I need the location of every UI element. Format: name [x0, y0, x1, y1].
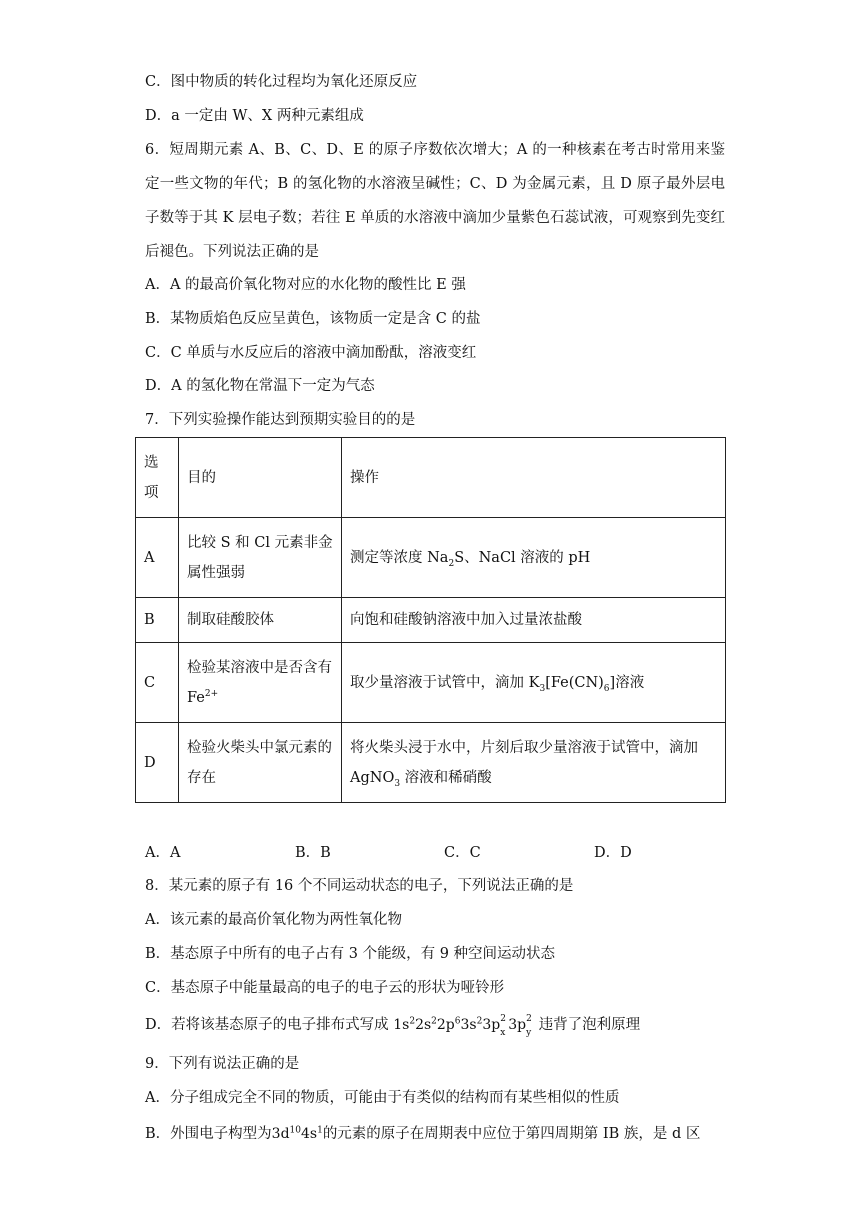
- q8-stem: 8．某元素的原子有 16 个不同运动状态的电子，下列说法正确的是: [145, 878, 574, 894]
- q9-option-a: A．分子组成完全不同的物质，可能由于有类似的结构而有某些相似的性质: [145, 1090, 620, 1106]
- row-operation: 取少量溶液于试管中，滴加 $K_3[Fe(CN)_6]$溶液: [342, 643, 726, 723]
- header-purpose: 目的: [179, 438, 342, 518]
- q7-answer-c: C．C: [444, 845, 481, 861]
- row-purpose: 比较 S 和 Cl 元素非金属性强弱: [179, 518, 342, 598]
- row-purpose: 制取硅酸胶体: [179, 598, 342, 643]
- table-row: [136, 723, 726, 803]
- q6-option-c: C．C 单质与水反应后的溶液中滴加酚酞，溶液变红: [145, 345, 477, 361]
- q8-option-d: D．若将该基态原子的电子排布式写成 $1s^22s^22p^63s^23p$ 2 x 3p 2 y 违背了泡利原理: [145, 1014, 641, 1038]
- q7-stem: 7．下列实验操作能达到预期实验目的的是: [145, 412, 416, 428]
- row-purpose: 检验某溶液中是否含有 $Fe^{2+}$: [179, 643, 342, 723]
- q7-answer-options: [145, 843, 745, 863]
- row-operation: 将火柴头浸于水中，片刻后取少量溶液于试管中，滴加 AgNO$_3$ 溶液和稀硝酸: [342, 723, 726, 803]
- row-option: D: [136, 723, 179, 803]
- q6-stem: 6．短周期元素 A、B、C、D、E 的原子序数依次增大；A 的一种核素在考古时常用来鉴定一些文物的年代；B 的氢化物的水溶液呈碱性；C、D 为金属元素，且 D 原子最外层电子数等于其 K 层电子数；若往 E 单质的水溶液中滴加少量紫色石蕊试液，可观察到先变红后褪色。下列说法正确的是: [145, 142, 725, 260]
- table-row: [136, 643, 726, 723]
- header-operation: 操作: [342, 438, 726, 518]
- row-purpose: 检验火柴头中氯元素的存在: [179, 723, 342, 803]
- q5-option-c: C．图中物质的转化过程均为氧化还原反应: [145, 74, 418, 90]
- q9-option-b: B．外围电子构型为$3d^{10}4s^1$的元素的原子在周期表中应位于第四周期第 IB 族，是 d 区: [145, 1125, 701, 1142]
- q8-option-a: A．该元素的最高价氧化物为两性氧化物: [145, 912, 402, 928]
- electron-configuration-formula: $1s^22s^22p^63s^23p$ 2 x 3p 2 y: [393, 1014, 532, 1038]
- q7-answer-a: A．A: [145, 845, 181, 861]
- q8-option-b: B．基态原子中所有的电子占有 3 个能级，有 9 种空间运动状态: [145, 946, 556, 962]
- q7-answer-d: D．D: [594, 845, 632, 861]
- q8-option-c: C．基态原子中能量最高的电子的电子云的形状为哑铃形: [145, 980, 505, 996]
- table-row: [136, 598, 726, 643]
- table-row: [136, 518, 726, 598]
- q6-option-d: D．A 的氢化物在常温下一定为气态: [145, 378, 375, 394]
- q9-stem: 9．下列有说法正确的是: [145, 1056, 300, 1072]
- row-option: C: [136, 643, 179, 723]
- experiment-table: [135, 437, 726, 803]
- q7-answer-b: B．B: [295, 845, 331, 861]
- row-operation: 向饱和硅酸钠溶液中加入过量浓盐酸: [342, 598, 726, 643]
- q6-option-b: B．某物质焰色反应呈黄色，该物质一定是含 C 的盐: [145, 311, 481, 327]
- table-header-row: [136, 438, 726, 518]
- row-option: B: [136, 598, 179, 643]
- q5-option-d: D．a 一定由 W、X 两种元素组成: [145, 108, 364, 124]
- header-option: 选项: [136, 438, 179, 518]
- row-option: A: [136, 518, 179, 598]
- row-operation: 测定等浓度 $Na_2S$、NaCl 溶液的 pH: [342, 518, 726, 598]
- q6-option-a: A．A 的最高价氧化物对应的水化物的酸性比 E 强: [145, 277, 466, 293]
- valence-electron-formula: $3d^{10}4s^1$: [271, 1125, 323, 1142]
